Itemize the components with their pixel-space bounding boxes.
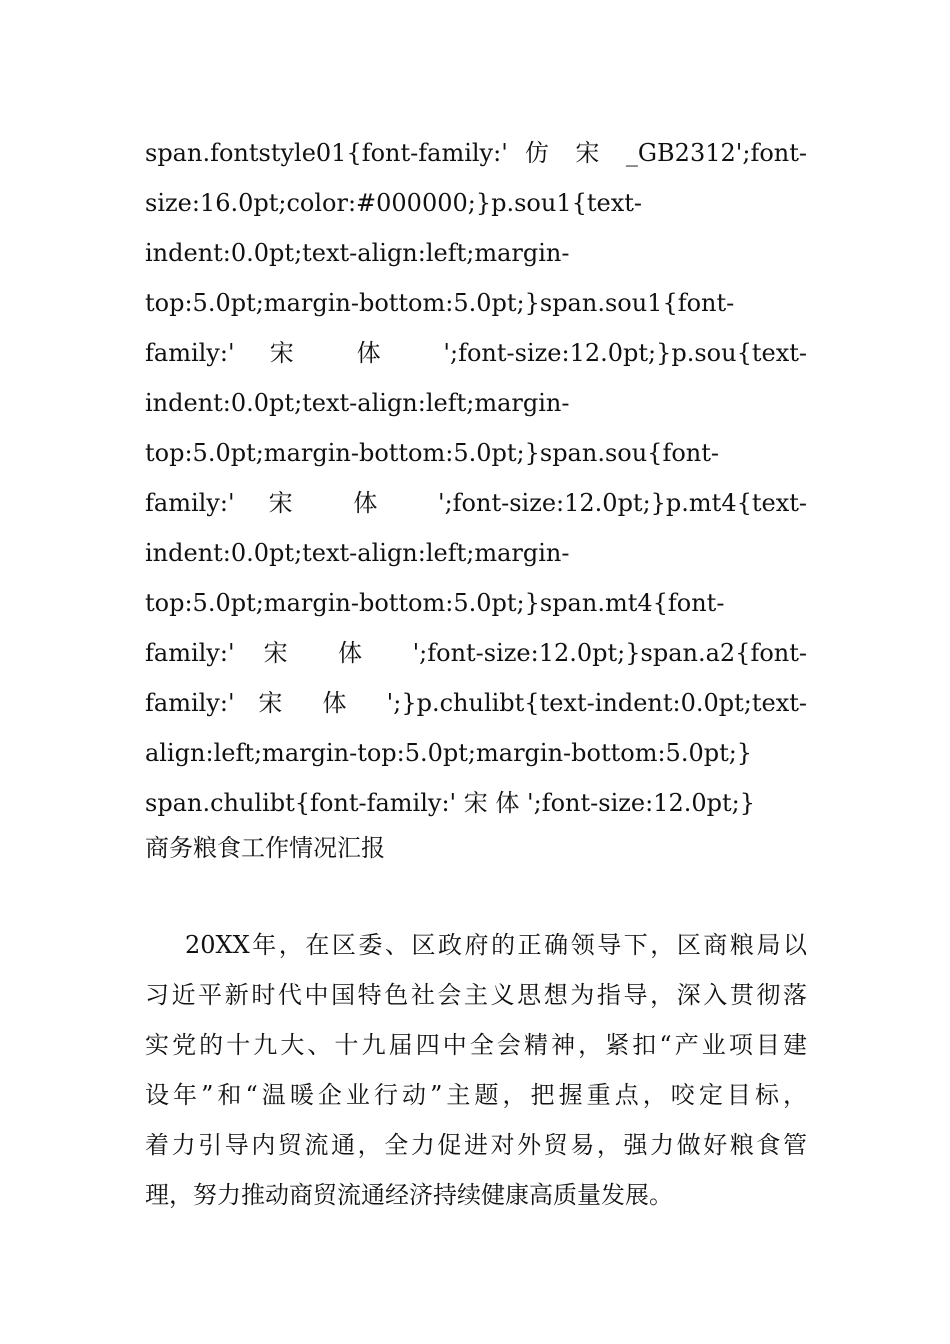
css-text-line: family:' 宋 体 ';font-size:12.0pt;}span.a2{font- [145,639,807,667]
paragraph-line: 实党的十九大、十九届四中全会精神，紧扣“产业项目建 [145,1031,807,1059]
paragraph-line: 设年”和“温暖企业行动”主题，把握重点，咬定目标， [145,1081,807,1109]
paragraph-line: 习近平新时代中国特色社会主义思想为指导，深入贯彻落 [145,981,807,1009]
css-text-line: top:5.0pt;margin-bottom:5.0pt;}span.sou1{font- [145,289,735,317]
css-text-line: indent:0.0pt;text-align:left;margin- [145,539,570,567]
paragraph-line: 理，努力推动商贸流通经济持续健康高质量发展。 [145,1181,673,1209]
css-text-line: top:5.0pt;margin-bottom:5.0pt;}span.mt4{font- [145,589,725,617]
css-text-line: family:' 宋 体 ';}p.chulibt{text-indent:0.0pt;text- [145,689,807,717]
css-text-line: span.fontstyle01{font-family:' 仿 宋 _GB2312';font- [145,139,807,167]
css-text-line: span.chulibt{font-family:' 宋 体 ';font-size:12.0pt;} [145,789,755,817]
css-text-block [145,128,807,828]
css-text-line: size:16.0pt;color:#000000;}p.sou1{text- [145,189,643,217]
css-text-line: indent:0.0pt;text-align:left;margin- [145,239,570,267]
css-text-line: top:5.0pt;margin-bottom:5.0pt;}span.sou{font- [145,439,719,467]
css-text-line: family:' 宋 体 ';font-size:12.0pt;}p.sou{text- [145,339,807,367]
paragraph-line: 着力引导内贸流通，全力促进对外贸易，强力做好粮食管 [145,1131,807,1159]
document-title: 商务粮食工作情况汇报 [145,834,385,862]
paragraph-line: 20XX年，在区委、区政府的正确领导下，区商粮局以 [185,931,807,959]
css-text-line: family:' 宋 体 ';font-size:12.0pt;}p.mt4{text- [145,489,807,517]
body-paragraph [145,920,807,1220]
css-text-line: indent:0.0pt;text-align:left;margin- [145,389,570,417]
css-text-line: align:left;margin-top:5.0pt;margin-bottom:5.0pt;} [145,739,753,767]
